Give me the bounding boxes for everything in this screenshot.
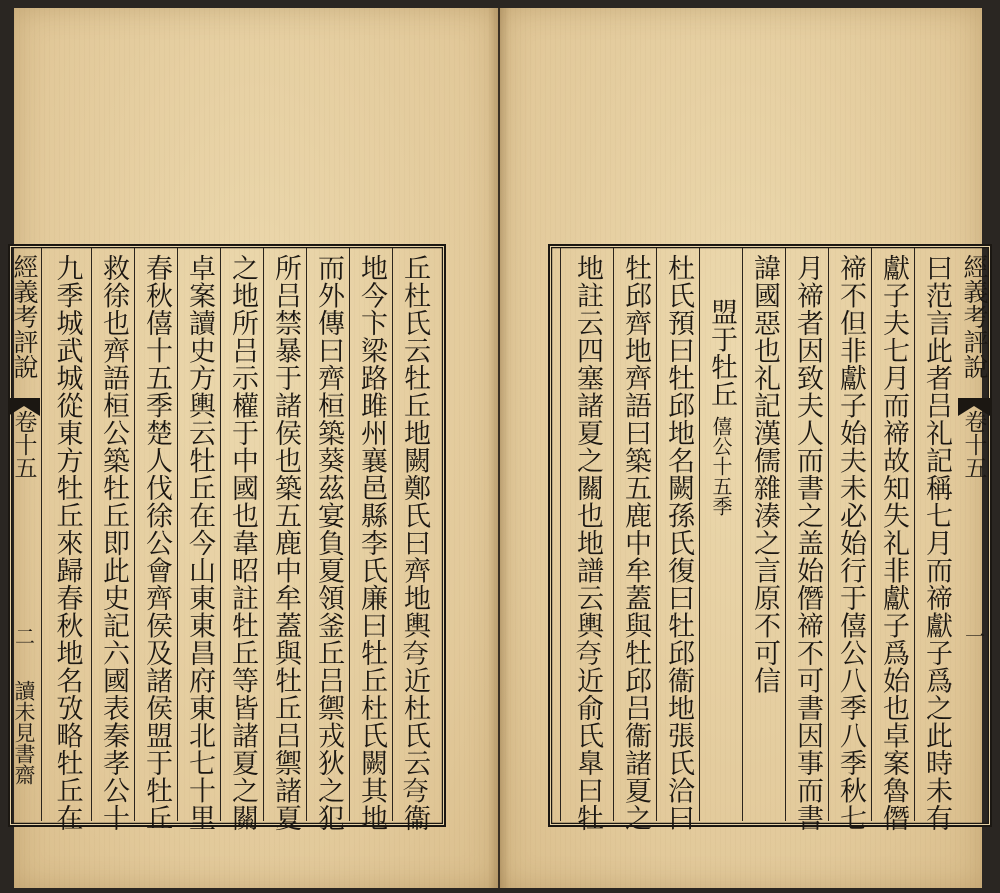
book-gutter: [488, 8, 510, 888]
book-title: 經義考評說: [10, 254, 39, 379]
text-column: 牡邱齊地齊語曰築五鹿中牟蓋與牡邱吕衞諸夏之: [613, 248, 657, 821]
text-column: 杜氏預曰牡邱地名闕孫氏復曰牡邱衞地張氏洽曰: [656, 248, 700, 821]
text-column: 春秋僖十五季楚人伐徐公會齊侯及諸侯盟于牡丘: [134, 248, 178, 821]
text-column: 卓案讀史方輿云牡丘在今山東東昌府東北七十里: [177, 248, 221, 821]
text-column: 九季城武城從東方牡丘來歸春秋地名攷略牡丘在: [41, 248, 92, 821]
text-column: 所吕禁暴于諸侯也築五鹿中牟蓋與牡丘吕禦諸夏: [263, 248, 307, 821]
text-column: 地今卞梁路雎州襄邑縣李氏廉曰牡丘杜氏闕其地: [349, 248, 393, 821]
text-column: 月禘者因致夫人而書之盖始僭禘不可書因事而書: [785, 248, 829, 821]
volume-label: 卷十五: [10, 410, 37, 479]
leaf-number: 二: [11, 626, 36, 646]
reign-year-note: 僖公十五季: [709, 416, 733, 516]
heading-column: 盟于牡丘 僖公十五季: [699, 248, 743, 821]
text-column: 獻子夫七月而禘故知失礼非獻子爲始也卓案魯僭: [871, 248, 915, 821]
text-column: 之地所吕示權于中國也韋昭註牡丘等皆諸夏之關: [220, 248, 264, 821]
text-column: 救徐也齊語桓公築牡丘即此史記六國表秦孝公十: [91, 248, 135, 821]
text-column: 曰范言此者吕礼記稱七月而禘獻子爲之此時未有: [914, 248, 958, 821]
text-column: 而外傳曰齊桓築葵茲宴負夏領釜丘吕禦戎狄之犯: [306, 248, 350, 821]
text-column: 禘不但非獻子始夫未必始行于僖公八季八季秋七: [828, 248, 872, 821]
text-column: 地註云四塞諸夏之關也地譜云輿𡗝近俞氏臯曰牡: [560, 248, 614, 821]
text-column: 丘杜氏云牡丘地闕鄭氏曰齊地輿𡗝近杜氏云𡗝衞: [392, 248, 436, 821]
left-page-margin-strip: [8, 248, 40, 821]
text-column: 諱國惡也礼記漢儒雜湊之言原不可信: [742, 248, 786, 821]
publisher-imprint: 讀未見書齋: [12, 680, 36, 785]
volume-label: 卷十五: [960, 410, 987, 479]
right-page-margin-strip: [958, 248, 990, 821]
leaf-number: 一: [961, 626, 986, 646]
book-title: 經義考評說: [960, 254, 989, 379]
